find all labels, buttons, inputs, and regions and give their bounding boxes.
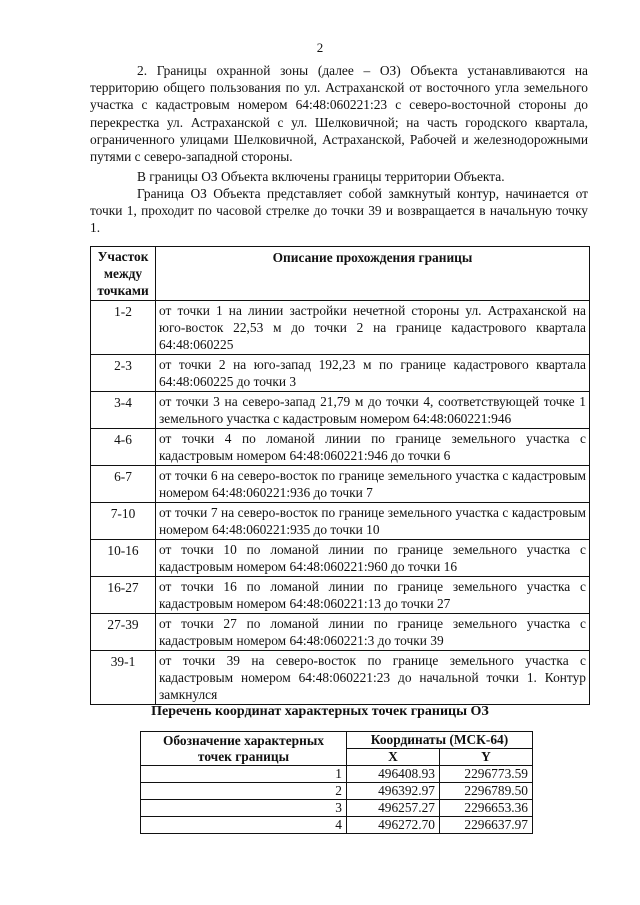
- table-row: [91, 577, 590, 614]
- header-coords: Координаты (МСК-64): [347, 732, 533, 749]
- header-point: Обозначение характерных точек границы: [141, 732, 347, 766]
- description-cell: от точки 1 на линии застройки нечетной стороны ул. Астраханской на юго-восток 22,53 м до точки 2 на границе кадастрового квартала 64:48:060225: [156, 301, 590, 355]
- coordinates-table: [140, 731, 533, 834]
- x-cell: 496392.97: [347, 783, 440, 800]
- table-header-row: [141, 732, 533, 749]
- table-row: [91, 540, 590, 577]
- table-row: [91, 301, 590, 355]
- paragraph-text: Граница ОЗ Объекта представляет собой замкнутый контур, начинается от точки 1, проходит по часовой стрелке до точки 39 и возвращается в начальную точку 1.: [90, 186, 588, 236]
- boundary-description-table: [90, 246, 590, 705]
- paragraph-text: 2. Границы охранной зоны (далее – ОЗ) Объекта устанавливаются на территорию общего пользования по ул. Астраханской от восточного угла земельного участка с кадастровым номером 64:48:060221:23 с северо-восточной стороны до перекрестка ул. Астраханской с ул. Шелковичной; на часть городского квартала, ограниченного улицами Шелковичной, Астраханской, Рабочей и железнодорожными путями с северо-западной стороны.: [90, 63, 588, 165]
- table-row: [141, 800, 533, 817]
- point-cell: 3: [141, 800, 347, 817]
- table-row: [91, 355, 590, 392]
- segment-cell: 3-4: [91, 392, 156, 429]
- y-cell: 2296637.97: [440, 817, 533, 834]
- x-cell: 496408.93: [347, 766, 440, 783]
- description-cell: от точки 3 на северо-запад 21,79 м до точки 4, соответствующей точке 1 земельного участка с кадастровым номером 64:48:060221:946: [156, 392, 590, 429]
- coords-section-title: Перечень координат характерных точек границы ОЗ: [151, 704, 489, 719]
- y-cell: 2296789.50: [440, 783, 533, 800]
- x-cell: 496257.27: [347, 800, 440, 817]
- table-row: [91, 651, 590, 705]
- page-number: 2: [316, 40, 324, 55]
- header-y: Y: [440, 749, 533, 766]
- paragraph-text: В границы ОЗ Объекта включены границы территории Объекта.: [137, 169, 505, 184]
- description-cell: от точки 4 по ломаной линии по границе земельного участка с кадастровым номером 64:48:060221:946 до точки 6: [156, 429, 590, 466]
- description-cell: от точки 16 по ломаной линии по границе земельного участка с кадастровым номером 64:48:060221:13 до точки 27: [156, 577, 590, 614]
- segment-cell: 6-7: [91, 466, 156, 503]
- description-cell: от точки 10 по ломаной линии по границе земельного участка с кадастровым номером 64:48:060221:960 до точки 16: [156, 540, 590, 577]
- table-row: [91, 429, 590, 466]
- table-row: [91, 466, 590, 503]
- segment-cell: 4-6: [91, 429, 156, 466]
- y-cell: 2296773.59: [440, 766, 533, 783]
- header-segment: Участок между точками: [91, 247, 156, 301]
- segment-cell: 16-27: [91, 577, 156, 614]
- segment-cell: 2-3: [91, 355, 156, 392]
- description-cell: от точки 7 на северо-восток по границе земельного участка с кадастровым номером 64:48:060221:935 до точки 10: [156, 503, 590, 540]
- segment-cell: 7-10: [91, 503, 156, 540]
- segment-cell: 1-2: [91, 301, 156, 355]
- y-cell: 2296653.36: [440, 800, 533, 817]
- paragraph-boundaries: [90, 62, 588, 165]
- segment-cell: 39-1: [91, 651, 156, 705]
- table-row: [91, 503, 590, 540]
- description-cell: от точки 27 по ломаной линии по границе земельного участка с кадастровым номером 64:48:060221:3 до точки 39: [156, 614, 590, 651]
- table-row: [141, 783, 533, 800]
- header-x: X: [347, 749, 440, 766]
- table-row: [141, 817, 533, 834]
- table-row: [91, 614, 590, 651]
- table-row: [91, 392, 590, 429]
- table-row: [141, 766, 533, 783]
- header-description: Описание прохождения границы: [156, 247, 590, 301]
- segment-cell: 27-39: [91, 614, 156, 651]
- description-cell: от точки 2 на юго-запад 192,23 м по границе кадастрового квартала 64:48:060225 до точки 3: [156, 355, 590, 392]
- point-cell: 1: [141, 766, 347, 783]
- segment-cell: 10-16: [91, 540, 156, 577]
- x-cell: 496272.70: [347, 817, 440, 834]
- paragraph-included: [90, 168, 588, 185]
- paragraph-contour: [90, 185, 588, 237]
- description-cell: от точки 6 на северо-восток по границе земельного участка с кадастровым номером 64:48:060221:936 до точки 7: [156, 466, 590, 503]
- point-cell: 4: [141, 817, 347, 834]
- table-header-row: [91, 247, 590, 301]
- point-cell: 2: [141, 783, 347, 800]
- description-cell: от точки 39 на северо-восток по границе земельного участка с кадастровым номером 64:48:060221:23 до начальной точки 1. Контур замкнулся: [156, 651, 590, 705]
